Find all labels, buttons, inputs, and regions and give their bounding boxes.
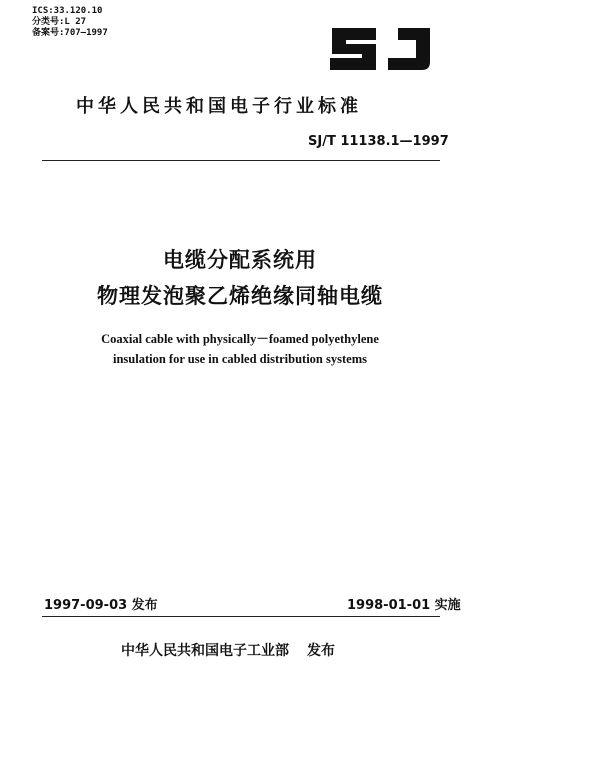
standard-organization: 中华人民共和国电子行业标准 [76, 96, 362, 117]
issuer-name: 中华人民共和国电子工业部 [121, 643, 289, 659]
footer-divider [42, 616, 440, 617]
title-en-line1: Coaxial cable with physically－foamed polyethylene [101, 332, 379, 346]
record-number: 备案号:707—1997 [32, 28, 108, 38]
publish-date: 1997-09-03 发布 [44, 598, 158, 613]
title-en-line2: insulation for use in cabled distribution systems [113, 352, 367, 366]
title-cn-line2: 物理发泡聚乙烯绝缘同轴电缆 [97, 284, 383, 308]
sj-logo-mark [326, 24, 436, 74]
header-divider [42, 160, 440, 161]
issuer-action: 发布 [307, 643, 335, 659]
header-meta [32, 6, 108, 39]
ics-code: ICS:33.120.10 [32, 6, 103, 16]
issuer [121, 640, 335, 660]
title-cn-line1: 电缆分配系统用 [163, 248, 317, 272]
classification-code: 分类号:L 27 [32, 17, 87, 27]
sj-logo [326, 24, 436, 74]
standard-number: SJ/T 11138.1—1997 [308, 134, 449, 149]
implement-date: 1998-01-01 实施 [347, 598, 461, 613]
